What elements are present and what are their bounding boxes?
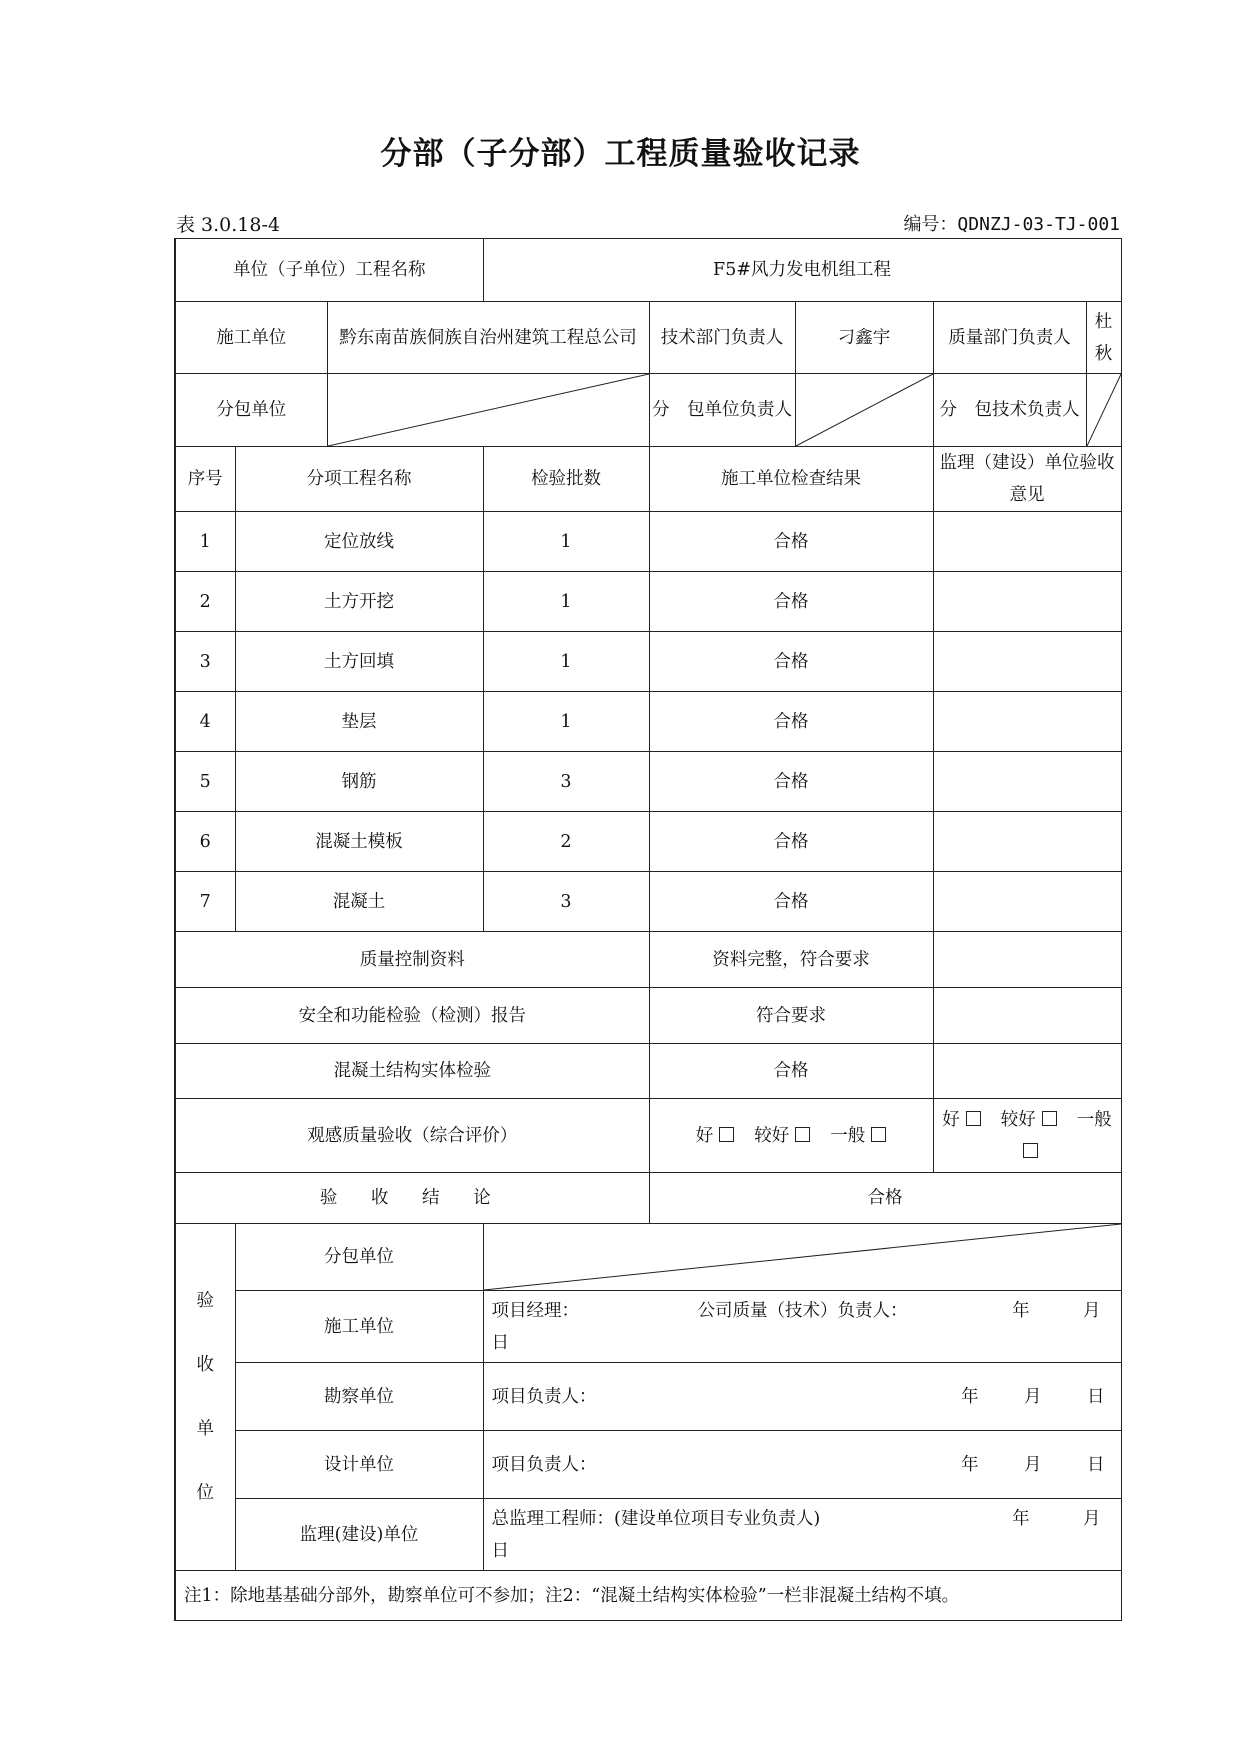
col-header-result: 施工单位检查结果 — [649, 447, 933, 512]
sign-date: 年 月 日 — [961, 1386, 1119, 1407]
row-name: 混凝土 — [235, 872, 483, 932]
row-opinion — [933, 512, 1121, 572]
table-row — [175, 752, 1121, 812]
sign-date: 年 月 — [1012, 1300, 1119, 1321]
acceptance-design-sign — [483, 1431, 1121, 1499]
diagonal-line — [1087, 374, 1121, 446]
acceptance-survey-sign — [483, 1363, 1121, 1431]
row-name: 钢筋 — [235, 752, 483, 812]
page-title: 分部（子分部）工程质量验收记录 — [380, 136, 861, 172]
row-no: 7 — [175, 872, 235, 932]
contractor-label: 施工单位 — [175, 302, 327, 374]
subcontractor-empty — [327, 374, 649, 447]
acceptance-char: 位 — [196, 1483, 214, 1503]
sub-tech-head-label: 分 包技术负责人 — [934, 374, 1087, 446]
project-manager-label: 项目经理： — [491, 1300, 579, 1321]
col-header-no: 序号 — [175, 447, 235, 512]
acceptance-sub-empty — [483, 1224, 1121, 1291]
row-result: 合格 — [649, 872, 933, 932]
row-batches: 1 — [483, 572, 649, 632]
row-opinion — [933, 632, 1121, 692]
sub-tech-head-empty — [1087, 374, 1121, 446]
option-good-label: 好 — [695, 1125, 714, 1146]
contractor-name: 黔东南苗族侗族自治州建筑工程总公司 — [327, 302, 649, 374]
row-batches: 1 — [483, 632, 649, 692]
option-fair-label: 较好 — [754, 1125, 790, 1146]
table-row — [175, 812, 1121, 872]
row-result: 合格 — [649, 692, 933, 752]
row-no: 3 — [175, 632, 235, 692]
row-no: 2 — [175, 572, 235, 632]
col-header-opinion: 监理（建设）单位验收意见 — [933, 447, 1121, 512]
acceptance-char: 单 — [196, 1419, 214, 1439]
row-result: 合格 — [649, 752, 933, 812]
acceptance-supervisor-sign — [483, 1499, 1121, 1571]
row-no: 5 — [175, 752, 235, 812]
table-row — [175, 632, 1121, 692]
ordinary-checkbox[interactable] — [1023, 1143, 1038, 1158]
diagonal-line — [328, 374, 649, 446]
sign-date-day: 日 — [491, 1540, 509, 1561]
option-ordinary-label: 一般 — [830, 1125, 866, 1146]
row-opinion — [933, 812, 1121, 872]
tech-dept-label: 技术部门负责人 — [649, 302, 795, 374]
safety-report-label: 安全和功能检验（检测）报告 — [175, 988, 649, 1044]
row-batches: 3 — [483, 872, 649, 932]
good-checkbox[interactable] — [719, 1127, 734, 1142]
safety-report-result: 符合要求 — [649, 988, 933, 1044]
quality-docs-label: 质量控制资料 — [175, 932, 649, 988]
concrete-check-label: 混凝土结构实体检验 — [175, 1044, 649, 1099]
acceptance-char: 验 — [196, 1291, 214, 1311]
quality-dept-label: 质量部门负责人 — [934, 302, 1087, 373]
table-row — [175, 692, 1121, 752]
conclusion-value: 合格 — [649, 1173, 1121, 1224]
row-opinion — [933, 692, 1121, 752]
appearance-label: 观感质量验收（综合评价） — [175, 1099, 649, 1173]
row-name: 混凝土模板 — [235, 812, 483, 872]
row-batches: 1 — [483, 692, 649, 752]
option-fair-label: 较好 — [1000, 1109, 1036, 1130]
quality-docs-opinion — [933, 932, 1121, 988]
chief-supervisor-label: 总监理工程师：(建设单位项目专业负责人) — [491, 1508, 821, 1529]
table-row — [175, 572, 1121, 632]
row-result: 合格 — [649, 812, 933, 872]
conclusion-label: 验 收 结 论 — [175, 1173, 649, 1224]
sub-unit-head-label: 分 包单位负责人 — [649, 374, 795, 447]
diagonal-line — [484, 1224, 1121, 1290]
good-checkbox[interactable] — [966, 1111, 981, 1126]
acceptance-contractor-sign — [483, 1291, 1121, 1363]
acceptance-group-label — [175, 1224, 235, 1571]
fair-checkbox[interactable] — [1042, 1111, 1057, 1126]
acceptance-survey-label: 勘察单位 — [235, 1363, 483, 1431]
appearance-contractor-options — [649, 1099, 933, 1173]
sub-unit-head-empty — [795, 374, 933, 447]
project-name-label: 单位（子单位）工程名称 — [175, 239, 483, 302]
concrete-check-result: 合格 — [649, 1044, 933, 1099]
sign-date: 年 月 — [1012, 1508, 1119, 1529]
row-no: 4 — [175, 692, 235, 752]
row-name: 土方回填 — [235, 632, 483, 692]
table-number: 表 3.0.18-4 — [176, 214, 280, 236]
row-result: 合格 — [649, 572, 933, 632]
row-name: 土方开挖 — [235, 572, 483, 632]
acceptance-record-table — [174, 238, 1122, 1621]
row-opinion — [933, 752, 1121, 812]
footnote: 注1：除地基基础分部外，勘察单位可不参加；注2：“混凝土结构实体检验”一栏非混凝土结构不填。 — [175, 1571, 1121, 1621]
ordinary-checkbox[interactable] — [871, 1127, 886, 1142]
acceptance-design-label: 设计单位 — [235, 1431, 483, 1499]
sign-date-day: 日 — [491, 1332, 509, 1353]
table-row — [175, 512, 1121, 572]
row-name: 垫层 — [235, 692, 483, 752]
acceptance-contractor-label: 施工单位 — [235, 1291, 483, 1363]
company-quality-head-label: 公司质量（技术）负责人： — [697, 1300, 908, 1321]
concrete-check-opinion — [933, 1044, 1121, 1099]
diagonal-line — [796, 374, 933, 446]
option-ordinary-label: 一般 — [1076, 1109, 1112, 1130]
quality-dept-person: 杜秋 — [1094, 311, 1113, 364]
tech-dept-person: 刁鑫宇 — [795, 302, 933, 374]
document-number: 编号：QDNZJ-03-TJ-001 — [903, 214, 1120, 235]
project-name-value: F5#风力发电机组工程 — [483, 239, 1121, 302]
quality-docs-result: 资料完整，符合要求 — [649, 932, 933, 988]
row-name: 定位放线 — [235, 512, 483, 572]
row-batches: 2 — [483, 812, 649, 872]
row-opinion — [933, 572, 1121, 632]
acceptance-char: 收 — [196, 1355, 214, 1375]
row-batches: 1 — [483, 512, 649, 572]
acceptance-sub-label: 分包单位 — [235, 1224, 483, 1291]
option-good-label: 好 — [942, 1109, 960, 1130]
acceptance-supervisor-label: 监理(建设)单位 — [235, 1499, 483, 1571]
col-header-name: 分项工程名称 — [235, 447, 483, 512]
table-row — [175, 872, 1121, 932]
row-batches: 3 — [483, 752, 649, 812]
design-head-label: 项目负责人： — [491, 1454, 597, 1475]
row-result: 合格 — [649, 512, 933, 572]
appearance-supervisor-options — [933, 1099, 1121, 1173]
survey-head-label: 项目负责人： — [491, 1386, 597, 1407]
safety-report-opinion — [933, 988, 1121, 1044]
row-no: 6 — [175, 812, 235, 872]
sign-date: 年 月 日 — [961, 1454, 1119, 1475]
row-result: 合格 — [649, 632, 933, 692]
col-header-batches: 检验批数 — [483, 447, 649, 512]
subcontractor-label: 分包单位 — [175, 374, 327, 447]
row-opinion — [933, 872, 1121, 932]
fair-checkbox[interactable] — [795, 1127, 810, 1142]
row-no: 1 — [175, 512, 235, 572]
